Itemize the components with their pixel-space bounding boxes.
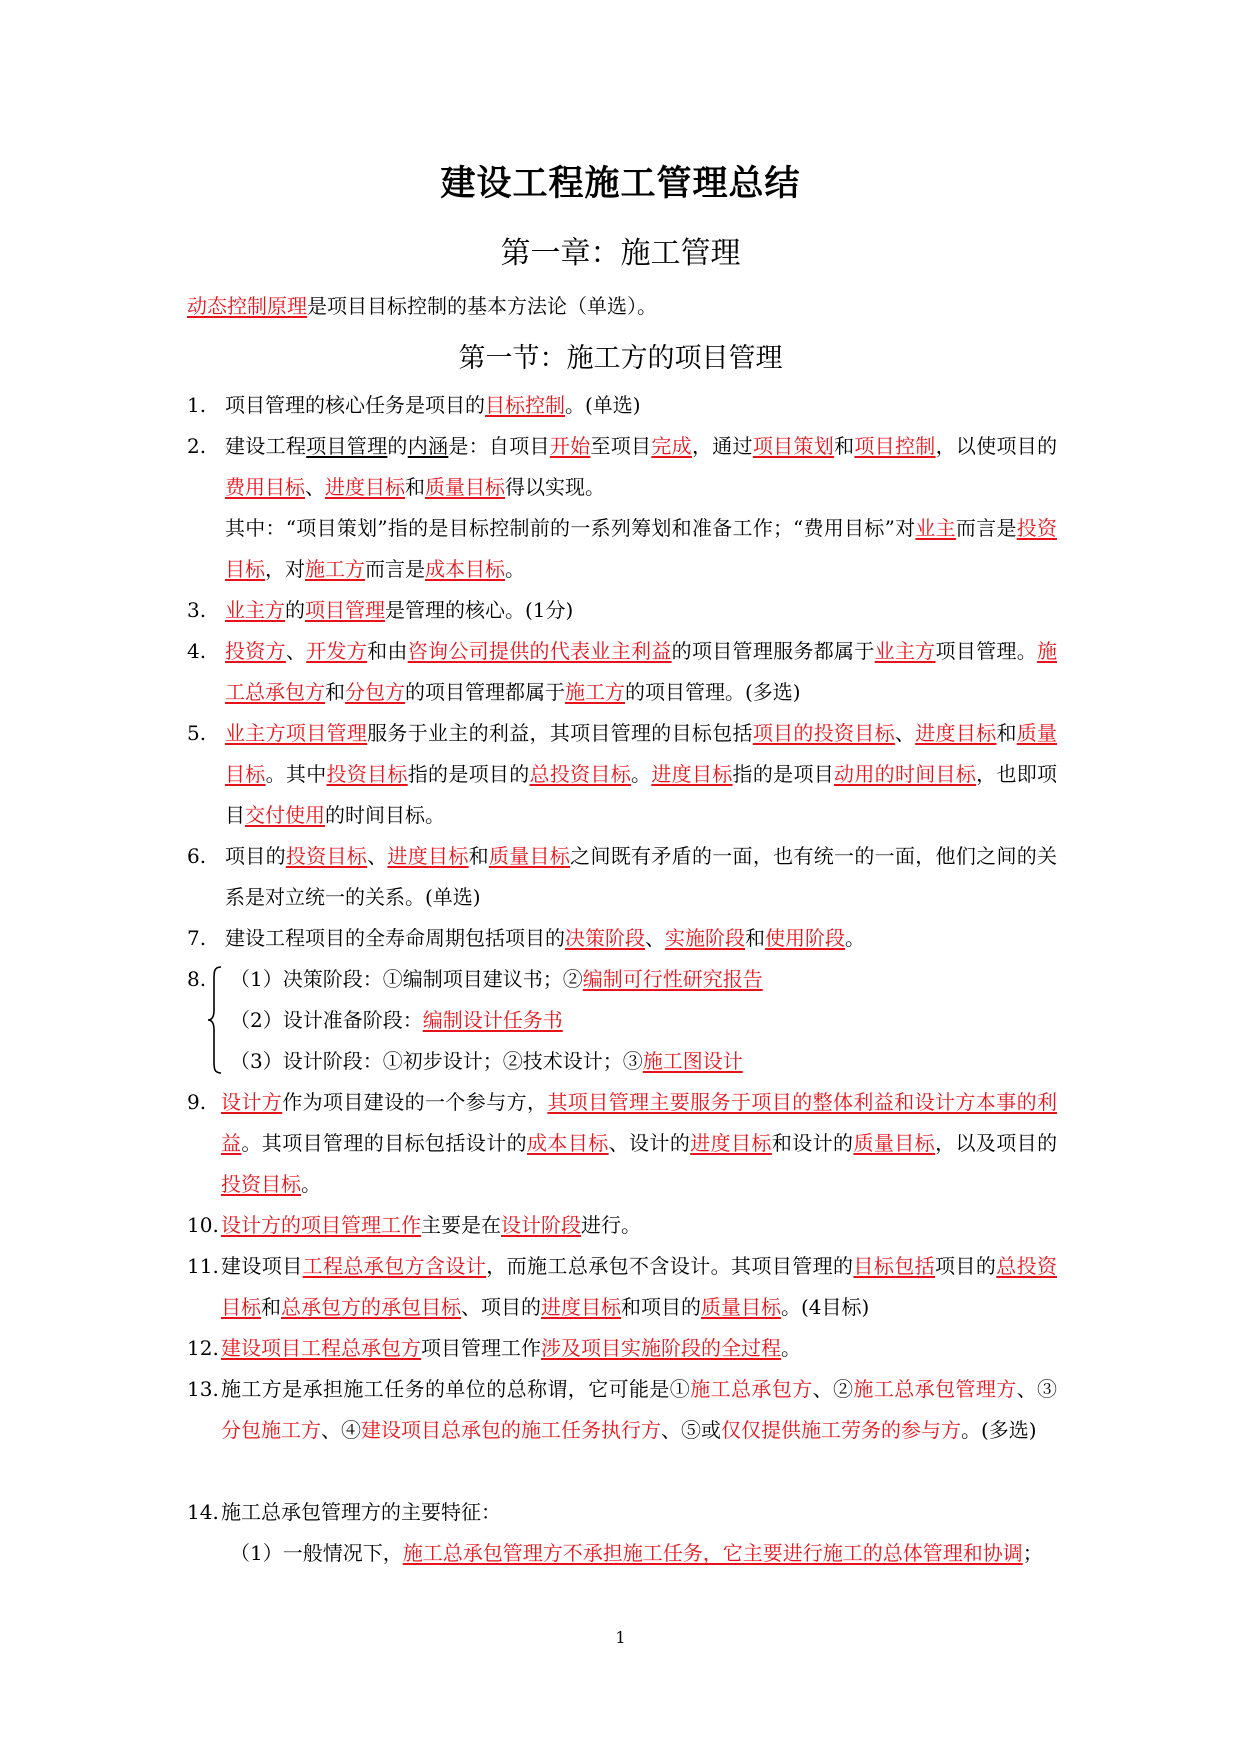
highlight-term: 质量目标	[488, 844, 571, 868]
item-number: 8.	[187, 967, 207, 991]
item-number: 6.	[187, 844, 207, 868]
underlined-term: 内涵	[407, 434, 449, 458]
highlight-term: 完成	[651, 434, 692, 458]
highlight-term: 施工方	[305, 557, 365, 581]
text-run: 建设项目	[221, 1254, 303, 1278]
text-run: 是：自项目	[448, 434, 550, 458]
list-item	[187, 590, 1057, 631]
text-run: ，通过	[691, 434, 753, 458]
list-item	[187, 1082, 1057, 1205]
list-item	[187, 713, 1057, 836]
text-run: 。	[505, 557, 525, 581]
text-run: 。	[781, 1336, 801, 1360]
text-run: 、⑤或	[661, 1418, 721, 1442]
highlight-term: 决策阶段	[565, 926, 645, 950]
list-item	[187, 1492, 1057, 1533]
text-run: 、	[285, 639, 307, 663]
text-run: 施工方是承担施工任务的单位的总称谓，它可能是①	[221, 1377, 691, 1401]
item-number: 3.	[187, 598, 207, 622]
highlight-term: 质量目标	[425, 475, 505, 499]
highlight-term: 开始	[549, 434, 591, 458]
sub-item	[230, 1533, 1060, 1574]
underlined-term: 项目管理	[306, 434, 388, 458]
text-run: ，对	[265, 557, 305, 581]
sub-item	[230, 959, 763, 1000]
text-run: 项目的	[225, 844, 286, 868]
item-number: 12.	[187, 1336, 219, 1360]
text-run: 项目管理的核心任务是项目的	[225, 393, 485, 417]
text-run: 的项目管理服务都属于	[671, 639, 875, 663]
highlight-term: 业主方	[225, 598, 285, 622]
text-run: 项目管理工作	[421, 1336, 541, 1360]
highlight-term: 动态控制原理	[187, 294, 307, 318]
text-run: 、	[367, 844, 388, 868]
chapter-heading: 第一章：施工管理	[500, 236, 741, 271]
highlight-term: 咨询公司提供的代表业主利益	[407, 639, 672, 663]
highlight-term: 施工总承包方	[225, 639, 1058, 704]
item-number: 10.	[187, 1213, 219, 1237]
highlight-term: 质量目标	[853, 1131, 936, 1155]
highlight-term: 施工总承包管理方	[853, 1377, 1017, 1401]
highlight-term: 投资目标	[225, 516, 1058, 581]
highlight-term: 建设项目工程总承包方	[221, 1336, 421, 1360]
list-item	[187, 426, 1057, 590]
text-run: 。	[301, 1172, 321, 1196]
highlight-term: 其项目管理主要服务于项目的整体利益和设计方本事的利益	[221, 1090, 1058, 1155]
highlight-term: 总承包方的承包目标	[281, 1295, 461, 1319]
item-number: 4.	[187, 639, 207, 663]
text-run: 得以实现。	[505, 475, 605, 499]
highlight-term: 业主方	[874, 639, 936, 663]
text-run: 。(多选)	[961, 1418, 1037, 1442]
highlight-term: 投资目标	[221, 1172, 301, 1196]
list-item	[187, 1205, 1057, 1246]
list-item	[187, 836, 1057, 918]
highlight-term: 开发方	[306, 639, 368, 663]
highlight-term: 投资目标	[326, 762, 408, 786]
text-run: 和	[745, 926, 765, 950]
text-run: （1）一般情况下，	[230, 1541, 403, 1565]
text-run: 、④	[321, 1418, 361, 1442]
highlight-term: 投资目标	[285, 844, 368, 868]
highlight-term: 总投资目标	[529, 762, 632, 786]
highlight-term: 设计阶段	[501, 1213, 581, 1237]
highlight-term: 施工方	[565, 680, 625, 704]
text-run: 和	[834, 434, 855, 458]
text-run: 和	[996, 721, 1017, 745]
text-run: 的	[285, 598, 305, 622]
text-run: 、③	[1016, 1377, 1058, 1401]
text-run: （1）决策阶段：①编制项目建议书；②	[230, 967, 583, 991]
text-run: 和	[325, 680, 345, 704]
highlight-term: 目标包括	[853, 1254, 936, 1278]
highlight-term: 项目的投资目标	[752, 721, 895, 745]
highlight-term: 投资方	[225, 639, 286, 663]
highlight-term: 设计方的项目管理工作	[221, 1213, 421, 1237]
text-run: 和	[405, 475, 425, 499]
highlight-term: 实施阶段	[665, 926, 745, 950]
brace-icon	[207, 965, 223, 1075]
text-run: 、	[894, 721, 916, 745]
text-run: 进行。	[581, 1213, 641, 1237]
text-run: 、设计的	[608, 1131, 691, 1155]
document-title: 建设工程施工管理总结	[440, 164, 801, 204]
text-run: 。(4目标)	[781, 1295, 870, 1319]
text-run: 。	[845, 926, 865, 950]
highlight-term: 费用目标	[225, 475, 305, 499]
page-number: 1	[615, 1628, 626, 1647]
highlight-term: 分包方	[345, 680, 405, 704]
list-item	[187, 1328, 1057, 1369]
item-number: 2.	[187, 434, 207, 458]
highlight-term: 进度目标	[690, 1131, 772, 1155]
text-run: 指的是项目的	[407, 762, 530, 786]
sub-item	[230, 1041, 743, 1082]
list-item	[187, 385, 1057, 426]
text-run: 、项目的	[461, 1295, 541, 1319]
item-number: 1.	[187, 393, 207, 417]
highlight-term: 进度目标	[325, 475, 405, 499]
highlight-term: 使用阶段	[765, 926, 845, 950]
text-run: 的	[387, 434, 408, 458]
text-run: 和由	[367, 639, 408, 663]
text-run: 服务于业主的利益，其项目管理的目标包括	[367, 721, 753, 745]
text-run: 和	[468, 844, 489, 868]
highlight-term: 分包施工方	[221, 1418, 321, 1442]
highlight-term: 施工总承包方	[690, 1377, 813, 1401]
highlight-term: 业主方项目管理	[225, 721, 368, 745]
text-run: 之间既有矛盾的一面，也有统一的一面，他们之间的关系是对立统一的关系。(单选)	[225, 844, 1058, 909]
text-run: ，以及项目的	[935, 1131, 1058, 1155]
text-run: 作为项目建设的一个参与方，	[282, 1090, 548, 1114]
text-run: 和项目的	[621, 1295, 701, 1319]
item-number: 13.	[187, 1377, 219, 1401]
item-number: 9.	[187, 1090, 207, 1114]
text-run: 和设计的	[771, 1131, 854, 1155]
highlight-term: 涉及项目实施阶段的全过程	[541, 1336, 781, 1360]
text-run: 、	[645, 926, 665, 950]
text-run: 。其中	[265, 762, 327, 786]
highlight-term: 质量目标	[225, 721, 1058, 786]
text-run: 。(单选)	[565, 393, 641, 417]
highlight-term: 建设项目总承包的施工任务执行方	[361, 1418, 661, 1442]
item-number: 14.	[187, 1500, 219, 1524]
text-run: 其中：“项目策划”指的是目标控制前的一系列筹划和准备工作；“费用目标”对	[225, 516, 916, 540]
text-run: 至项目	[590, 434, 652, 458]
text-run: 建设工程	[225, 434, 307, 458]
highlight-term: 项目控制	[854, 434, 936, 458]
highlight-term: 总投资目标	[221, 1254, 1058, 1319]
highlight-term: 动用的时间目标	[834, 762, 977, 786]
highlight-term: 进度目标	[541, 1295, 621, 1319]
highlight-term: 项目策划	[752, 434, 835, 458]
text-run: 的时间目标。	[325, 803, 445, 827]
text-run: 的项目管理。(多选)	[625, 680, 801, 704]
sub-item	[230, 1000, 563, 1041]
text-run: 是管理的核心。(1分)	[385, 598, 574, 622]
highlight-term: 施工总承包管理方不承担施工任务，它主要进行施工的总体管理和协调	[402, 1541, 1023, 1565]
highlight-term: 工程总承包方含设计	[302, 1254, 487, 1278]
highlight-term: 质量目标	[701, 1295, 781, 1319]
highlight-term: 进度目标	[387, 844, 469, 868]
highlight-term: 进度目标	[651, 762, 733, 786]
highlight-term: 编制设计任务书	[422, 1008, 563, 1032]
highlight-term: 成本目标	[425, 557, 505, 581]
text-run: 。其项目管理的目标包括设计的	[241, 1131, 528, 1155]
text-run: 、	[305, 475, 325, 499]
text-run: ，也即项目	[225, 762, 1058, 827]
text-run: 施工总承包管理方的主要特征：	[221, 1500, 501, 1524]
highlight-term: 成本目标	[527, 1131, 609, 1155]
text-run: ；	[1022, 1541, 1043, 1565]
list-item	[187, 918, 1057, 959]
highlight-term: 目标控制	[485, 393, 565, 417]
text-run: 建设工程项目的全寿命周期包括项目的	[225, 926, 565, 950]
highlight-term: 项目管理	[305, 598, 385, 622]
highlight-term: 设计方	[221, 1090, 283, 1114]
text-run: 主要是在	[421, 1213, 501, 1237]
text-run: 的项目管理都属于	[405, 680, 565, 704]
list-item	[187, 631, 1057, 713]
text-run: 项目的	[935, 1254, 997, 1278]
text-run: 指的是项目	[732, 762, 835, 786]
text-run: ，而施工总承包不含设计。其项目管理的	[486, 1254, 854, 1278]
text-run: 。	[631, 762, 652, 786]
highlight-term: 进度目标	[915, 721, 997, 745]
text-run: 和	[261, 1295, 281, 1319]
text-run: 是项目目标控制的基本方法论（单选）。	[307, 294, 657, 318]
section-heading: 第一节：施工方的项目管理	[458, 343, 783, 374]
text-run: （3）设计阶段：①初步设计；②技术设计；③	[230, 1049, 643, 1073]
item-number: 11.	[187, 1254, 219, 1278]
list-item	[187, 1369, 1057, 1451]
text-run: 项目管理。	[935, 639, 1038, 663]
text-run: ，以使项目的	[935, 434, 1058, 458]
highlight-term: 编制可行性研究报告	[582, 967, 763, 991]
highlight-term: 仅仅提供施工劳务的参与方	[721, 1418, 961, 1442]
item-number: 7.	[187, 926, 207, 950]
intro-line	[187, 286, 657, 327]
item-number: 5.	[187, 721, 207, 745]
highlight-term: 施工图设计	[642, 1049, 743, 1073]
highlight-term: 交付使用	[245, 803, 325, 827]
text-run: 而言是	[365, 557, 425, 581]
text-run: （2）设计准备阶段：	[230, 1008, 423, 1032]
list-item	[187, 1246, 1057, 1328]
text-run: 、②	[812, 1377, 854, 1401]
text-run: 而言是	[955, 516, 1017, 540]
highlight-term: 业主	[915, 516, 956, 540]
